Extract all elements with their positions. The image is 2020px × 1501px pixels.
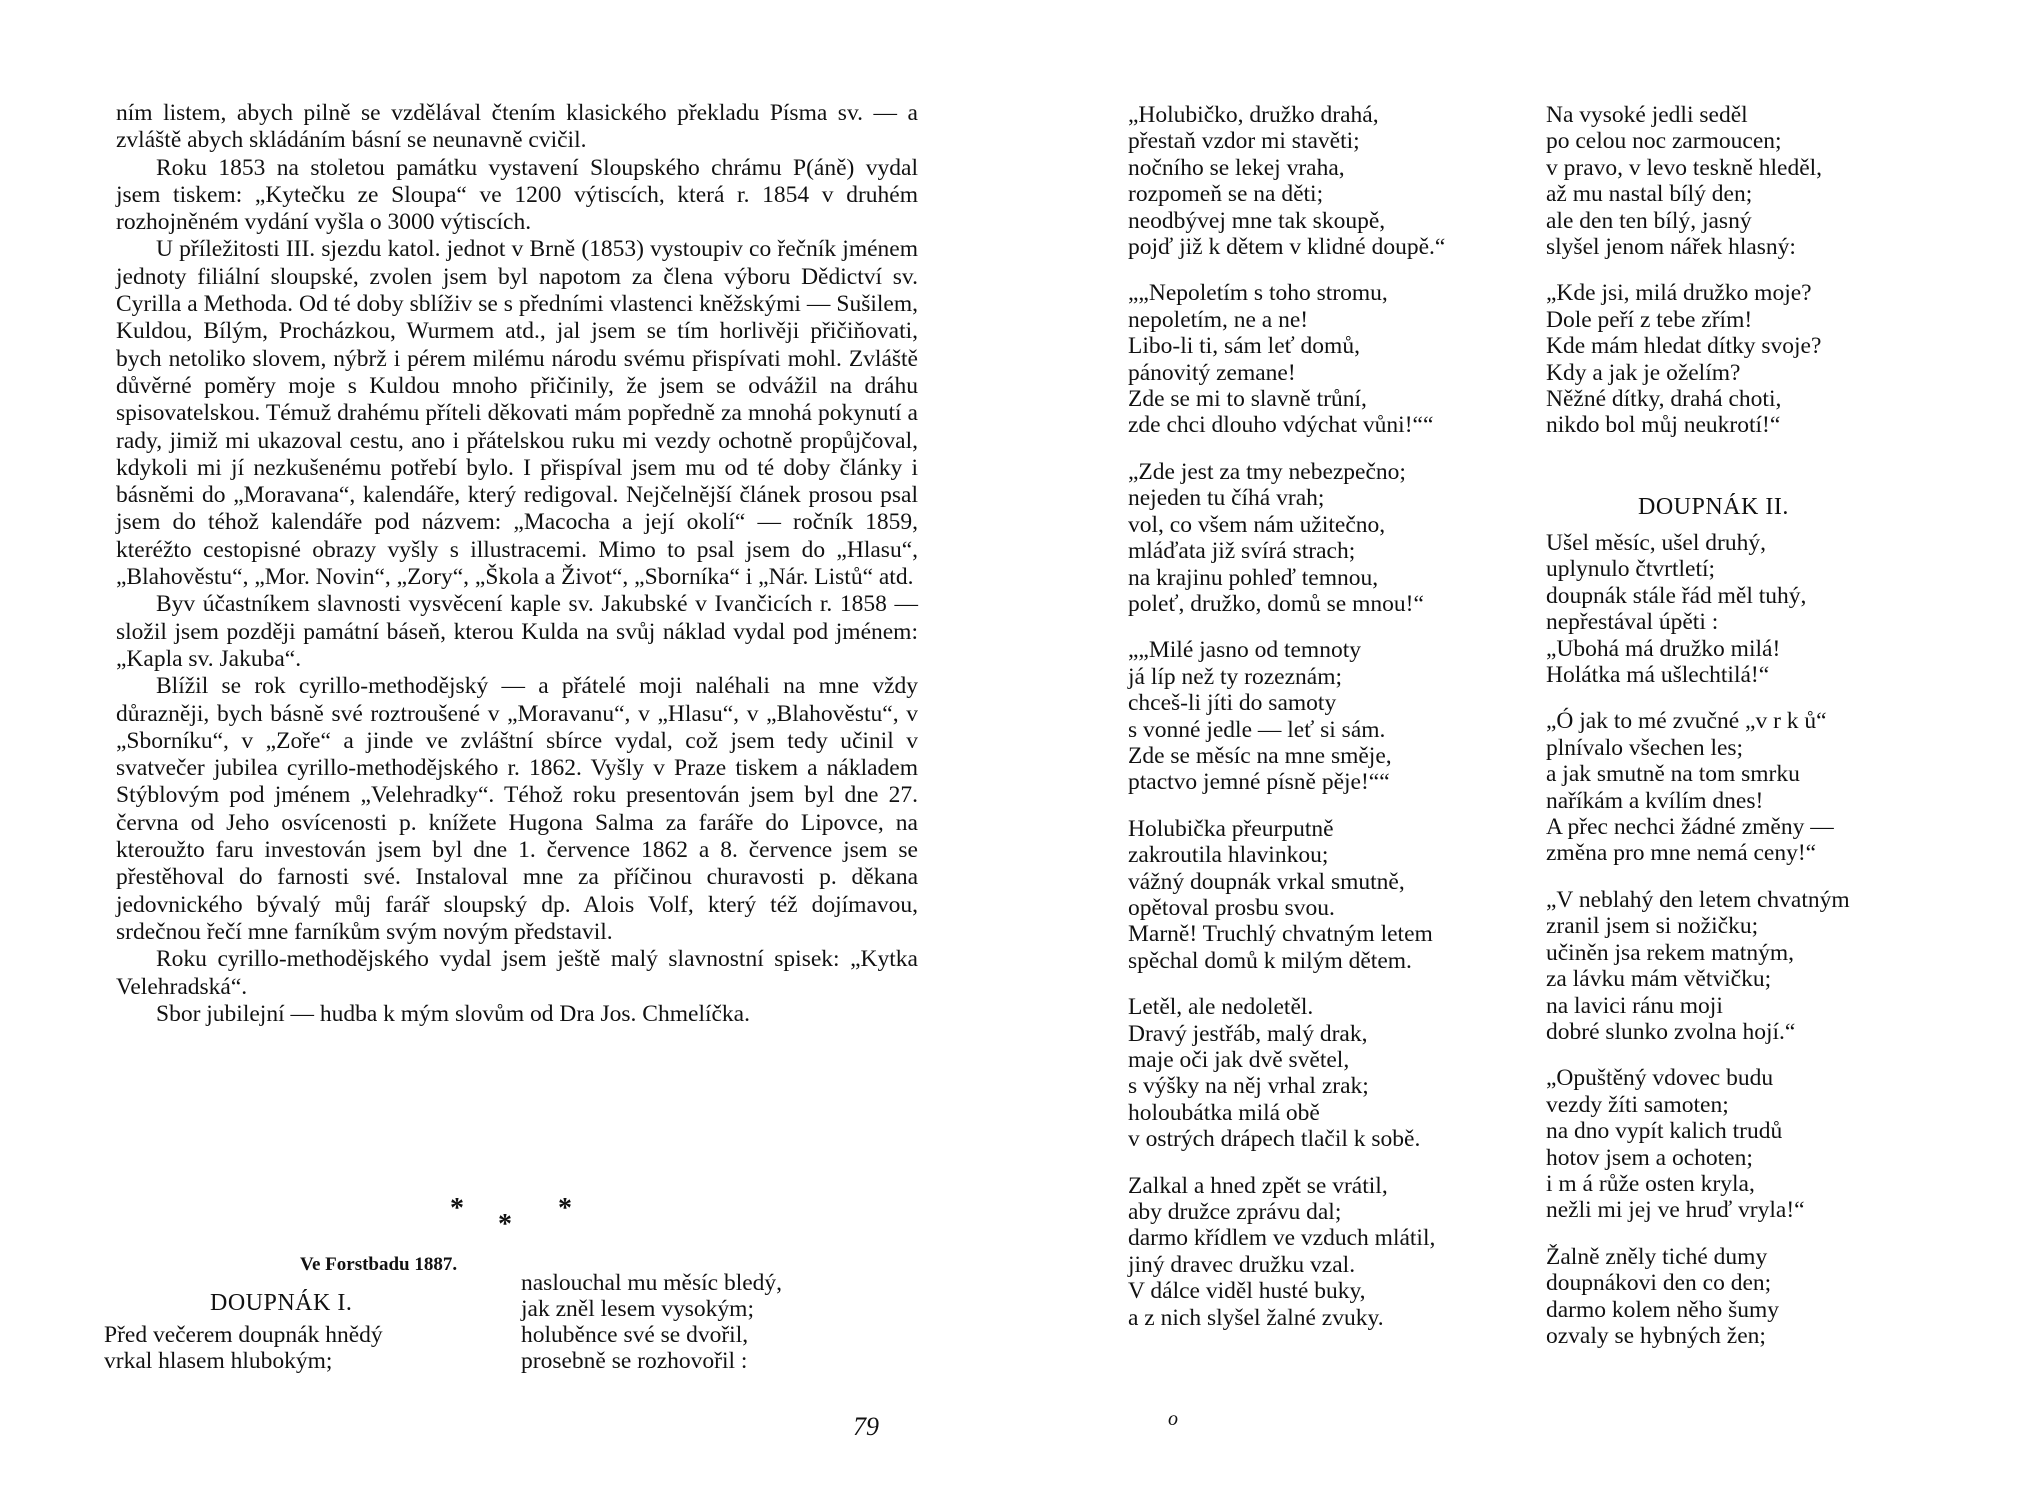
stanza	[1546, 530, 1850, 688]
poem-line: v pravo, v levo teskně hleděl,	[1546, 154, 1823, 181]
left-page	[0, 0, 1000, 1501]
poem-line: jiný dravec družku vzal.	[1128, 1251, 1356, 1278]
poem-line: na dno vypít kalich trudů	[1546, 1118, 1783, 1145]
poem-line: vážný doupnák vrkal smutně,	[1128, 868, 1405, 895]
poem-line: „Opuštěný vdovec budu	[1546, 1065, 1774, 1092]
poem-line: aby družce zprávu dal;	[1128, 1199, 1342, 1226]
poem-line: Kde mám hledat dítky svoje?	[1546, 333, 1822, 360]
poem-line: prosebně se rozhovořil :	[521, 1348, 748, 1374]
prose-paragraph: Roku 1853 na stoletou památku vystavení Sloupského chrámu P(áně) vydal jsem tiskem: „Kytečku ze Sloupa“ ve 1200 výtiscích, která r. 1854 v druhém rozhojněném vydání vyšla o 3000 výtiscích.	[116, 154, 918, 236]
poem-line: Marně! Truchlý chvatným letem	[1128, 921, 1433, 948]
poem-line: Ušel měsíc, ušel druhý,	[1546, 530, 1766, 556]
poem-line: A přec nechci žádné změny —	[1546, 814, 1834, 841]
poem-column-b-bottom	[1546, 530, 1850, 1369]
poem-line: Zde se měsíc na mne směje,	[1128, 742, 1392, 769]
stanza	[1128, 102, 1445, 260]
poem-line: spěchal domů k milým dětem.	[1128, 947, 1412, 974]
poem-line: vol, co všem nám užitečno,	[1128, 511, 1386, 538]
poem-line: pojď již k dětem v klidné doupě.“	[1128, 234, 1446, 261]
asterisk: *	[450, 1193, 464, 1224]
poem-title: DOUPNÁK I.	[210, 1290, 353, 1316]
poem-line: po celou noc zarmoucen;	[1546, 128, 1782, 155]
poem-column-b-top	[1546, 102, 1822, 459]
stanza	[1128, 1173, 1445, 1331]
page-number: 79	[853, 1412, 879, 1441]
stanza	[1128, 816, 1445, 974]
poem-title: DOUPNÁK II.	[1638, 494, 1789, 520]
poem-line: V dálce viděl husté buky,	[1128, 1278, 1366, 1305]
poem-line: Zde se mi to slavně trůní,	[1128, 386, 1367, 413]
stanza	[1128, 637, 1445, 795]
poem-line: za lávku mám větvičku;	[1546, 966, 1772, 993]
stanza	[1546, 1244, 1850, 1350]
poem-line: naslouchal mu měsíc bledý,	[521, 1270, 783, 1296]
poem-line: jak zněl lesem vysokým;	[521, 1296, 754, 1322]
dateline: Ve Forstbadu 1887.	[300, 1254, 458, 1275]
poem-line: mláďata již svírá strach;	[1128, 538, 1356, 565]
poem-line: plnívalo všechen les;	[1546, 734, 1744, 761]
poem-line: a jak smutně na tom smrku	[1546, 761, 1800, 788]
poem-line: Dole peří z tebe zřím!	[1546, 306, 1753, 333]
poem-line: „Ubohá má družko milá!	[1546, 635, 1781, 662]
poem-line: neodbývej mne tak skoupě,	[1128, 207, 1386, 234]
poem-line: Kdy a jak je oželím?	[1546, 359, 1741, 386]
poem-line: darmo křídlem ve vzduch mlátil,	[1128, 1225, 1436, 1252]
poem-line: „„Milé jasno od temnoty	[1128, 637, 1361, 664]
poem-line: dobré slunko zvolna hojí.“	[1546, 1018, 1796, 1045]
poem-line: doupnákovi den co den;	[1546, 1270, 1772, 1297]
poem-line: uplynulo čtvrtletí;	[1546, 556, 1716, 583]
right-page	[1000, 0, 2020, 1501]
poem-line: Libo-li ti, sám leť domů,	[1128, 333, 1360, 360]
poem-line: „Kde jsi, milá družko moje?	[1546, 280, 1812, 307]
poem-line: přestaň vzdor mi stavěti;	[1128, 128, 1360, 155]
poem-line: pánovitý zemane!	[1128, 359, 1296, 386]
prose-text	[116, 100, 918, 1028]
poem-line: poleť, družko, domů se mnou!“	[1128, 590, 1424, 617]
poem-line: opětoval prosbu svou.	[1128, 894, 1335, 921]
poem-line: rozpomeň se na děti;	[1128, 181, 1324, 208]
poem-column-a	[1128, 102, 1445, 1351]
poem-line: a z nich slyšel žalné zvuky.	[1128, 1304, 1384, 1331]
poem-line: nepřestával úpěti :	[1546, 609, 1719, 636]
stanza	[1546, 887, 1850, 1045]
prose-paragraph: U příležitosti III. sjezdu katol. jednot v Brně (1853) vystoupiv co řečník jménem jednoty filiální sloupské, zvolen jsem byl napotom za člena výboru Dědictví sv. Cyrilla a Methoda. Od té doby sblíživ se s předními vlastenci kněžskými — Sušilem, Kuldou, Bílým, Procházkou, Wurmem atd., jal jsem se tím horlivěji přičiňovati, bych netoliko slovem, nýbrž i pérem milému národu svému přispívati mohl. Zvláště důvěrné poměry moje s Kuldou mnoho přičinily, že jsem se odvážil na dráhu spisovatelskou. Témuž drahému příteli děkovati mám popředně za mnohá pokynutí a rady, jimiž mi ukazoval cestu, ano i přátelskou ruku mi vezdy ochotně propůjčoval, kdykoli mi jí nezkušenému potřebí bylo. I přispíval jsem mu od té doby články i básněmi do „Moravana“, kalendáře, který redigoval. Nejčelnější článek prosou psal jsem do téhož kalendáře pod názvem: „Macocha a její okolí“ — ročník 1859, kteréžto cestopisné obrazy vyšly s illustracemi. Mimo to psal jsem do „Hlasu“, „Blahověstu“, „Mor. Novin“, „Zory“, „Škola a Život“, „Sborníka“ i „Nár. Listů“ atd.	[116, 236, 918, 591]
page-number: o	[1168, 1408, 1178, 1430]
poem-line: na lavici ránu moji	[1546, 992, 1723, 1019]
poem-line: maje oči jak dvě světel,	[1128, 1047, 1350, 1073]
poem-line: Holátka má ušlechtilá!“	[1546, 662, 1770, 689]
poem-line: Na vysoké jedli seděl	[1546, 102, 1748, 128]
poem-line: „V neblahý den letem chvatným	[1546, 886, 1850, 913]
poem-line: Něžné dítky, drahá choti,	[1546, 386, 1782, 413]
poem-line: nepoletím, ne a ne!	[1128, 306, 1309, 333]
poem-line: já líp než ty rozeznám;	[1128, 663, 1343, 690]
poem-line: i m á růže osten kryla,	[1546, 1170, 1755, 1197]
prose-paragraph: Sbor jubilejní — hudba k mým slovům od Dra Jos. Chmelíčka.	[156, 1000, 750, 1027]
poem-line: Před večerem doupnák hnědý	[104, 1322, 383, 1348]
poem-line: s vonné jedle — leť si sám.	[1128, 716, 1386, 743]
stanza	[1546, 280, 1822, 438]
stanza	[1546, 102, 1822, 260]
prose-paragraph: Byv účastníkem slavnosti vysvěcení kaple sv. Jakubské v Ivančicích r. 1858 — složil jsem později památní báseň, kterou Kulda na svůj náklad vydal pod jménem: „Kapla sv. Jakuba“.	[116, 591, 918, 672]
asterisk: *	[558, 1193, 572, 1224]
stanza	[1546, 708, 1850, 866]
poem-line: darmo kolem něho šumy	[1546, 1296, 1780, 1323]
poem-line: „Zde jest za tmy nebezpečno;	[1128, 458, 1406, 485]
poem-line: „Holubičko, družko drahá,	[1128, 102, 1379, 128]
stanza	[1128, 280, 1445, 438]
poem-line: zranil jsem si nožičku;	[1546, 913, 1759, 940]
poem-line: nežli mi jej ve hruď vryla!“	[1546, 1197, 1805, 1224]
poem-line: Žalně zněly tiché dumy	[1546, 1243, 1768, 1270]
poem-column-right	[521, 1270, 782, 1374]
poem-line: holuběnce své se dvořil,	[521, 1322, 749, 1348]
stanza	[1128, 994, 1445, 1152]
poem-line: učiněn jsa rekem matným,	[1546, 939, 1794, 966]
poem-line: ale den ten bílý, jasný	[1546, 207, 1752, 234]
poem-line: ptactvo jemné písně pěje!““	[1128, 769, 1390, 796]
poem-line: holoubátka milá obě	[1128, 1099, 1320, 1126]
asterisk: *	[498, 1209, 512, 1240]
poem-line: s výšky na něj vrhal zrak;	[1128, 1073, 1369, 1100]
poem-line: nočního se lekej vraha,	[1128, 154, 1345, 181]
poem-line: „„Nepoletím s toho stromu,	[1128, 280, 1388, 307]
poem-line: vrkal hlasem hlubokým;	[104, 1348, 333, 1374]
poem-line: v ostrých drápech tlačil k sobě.	[1128, 1126, 1421, 1153]
prose-paragraph: ním listem, abych pilně se vzdělával čtením klasického překladu Písma sv. — a zvláště abych skládáním básní se neunavně cvičil.	[116, 100, 918, 154]
poem-line: Letěl, ale nedoletěl.	[1128, 994, 1314, 1021]
stanza	[1128, 459, 1445, 617]
poem-line: vezdy žíti samoten;	[1546, 1091, 1729, 1118]
poem-line: Dravý jestřáb, malý drak,	[1128, 1020, 1368, 1047]
prose-paragraph: Roku cyrillo-methodějského vydal jsem ještě malý slavnostní spisek: „Kytka Velehradská“.	[116, 946, 918, 1000]
poem-line: Zalkal a hned zpět se vrátil,	[1128, 1172, 1388, 1199]
poem-line: zakroutila hlavinkou;	[1128, 842, 1329, 869]
poem-line: naříkám a kvílím dnes!	[1546, 787, 1764, 814]
poem-line: slyšel jenom nářek hlasný:	[1546, 234, 1796, 261]
poem-line: doupnák stále řád měl tuhý,	[1546, 582, 1807, 609]
poem-line: nikdo bol můj neukrotí!“	[1546, 412, 1781, 439]
poem-line: nejeden tu číhá vrah;	[1128, 485, 1325, 512]
poem-line: až mu nastal bílý den;	[1546, 181, 1753, 208]
poem-line: změna pro mne nemá ceny!“	[1546, 840, 1817, 867]
stanza	[1546, 1065, 1850, 1223]
poem-line: zde chci dlouho vdýchat vůni!““	[1128, 412, 1434, 439]
poem-line: hotov jsem a ochoten;	[1546, 1144, 1753, 1171]
poem-line: chceš-li jíti do samoty	[1128, 690, 1337, 717]
prose-paragraph: Blížil se rok cyrillo-methodějský — a přátelé moji naléhali na mne vždy důrazněji, bych básně své roztroušené v „Moravanu“, v „Hlasu“, v „Blahověstu“, v „Sborníku“, v „Zoře“ a jinde ve zvláštní sbírce vydal, což jsem tedy učinil v svatvečer jubilea cyrillo-methodějského r. 1862. Vyšly v Praze tiskem a nákladem Stýblovým pod jménem „Velehradky“. Téhož roku presentován jsem byl dne 27. června od Jeho osvícenosti p. knížete Hugona Salma za faráře do Lipovce, na kteroužto faru investován jsem byl dne 1. července 1862 a 8. července jsem se přestěhoval do farnosti své. Instaloval mne za příčinou churavosti p. děkana jedovnického bývalý můj farář sloupský dp. Alois Volf, který též dojímavou, srdečnou řečí mne farníkům svým novým představil.	[116, 673, 918, 945]
poem-line: „Ó jak to mé zvučné „v r k ů“	[1546, 708, 1827, 735]
poem-line: na krajinu pohleď temnou,	[1128, 564, 1379, 591]
poem-column-left	[104, 1322, 383, 1374]
poem-line: Holubička přeurputně	[1128, 815, 1334, 842]
poem-line: ozvaly se hybných žen;	[1546, 1322, 1766, 1349]
